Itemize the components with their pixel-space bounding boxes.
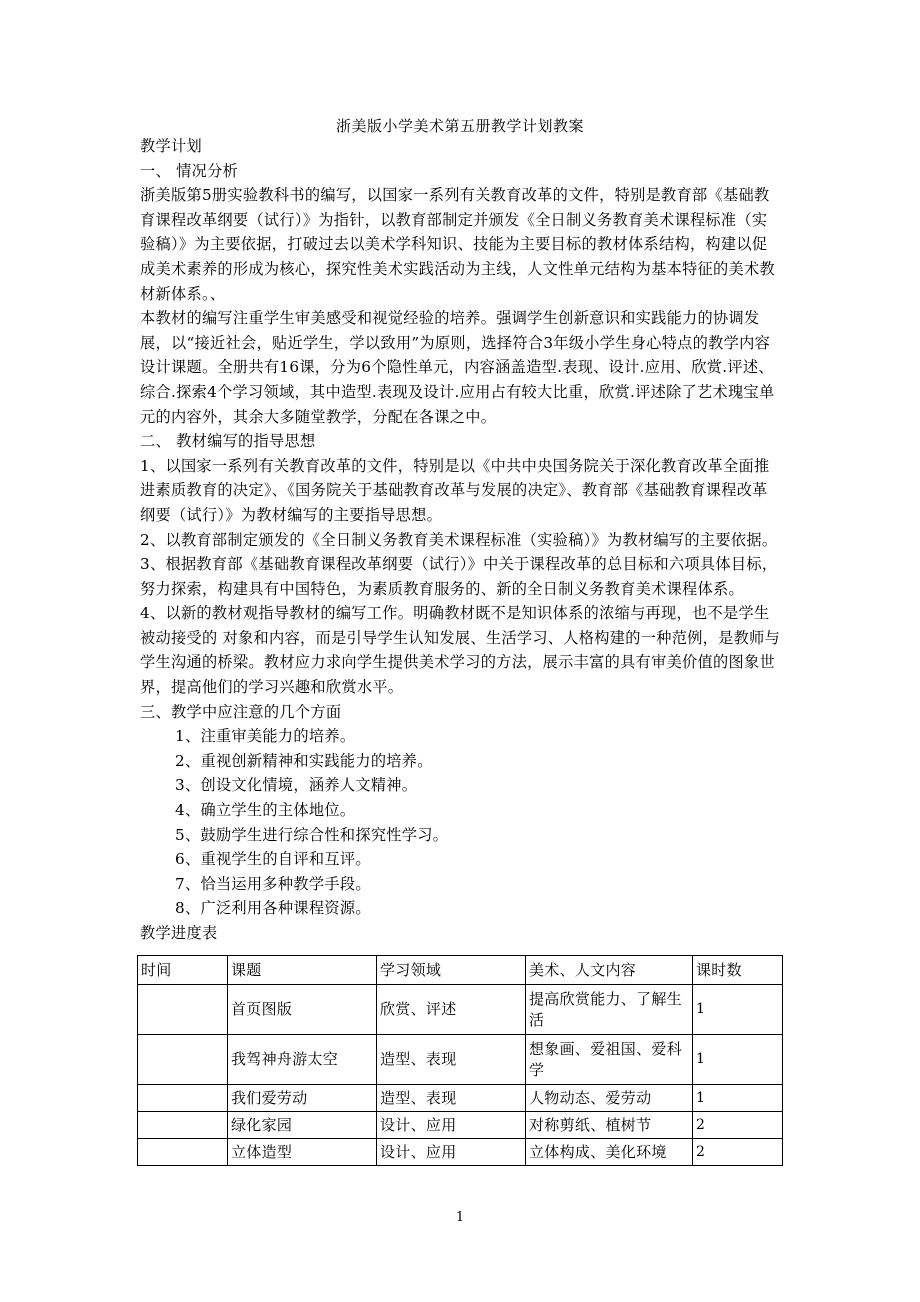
table-cell: 造型、表现: [377, 1085, 526, 1112]
table-row: [138, 1035, 783, 1085]
list-item: 1、注重审美能力的培养。: [175, 727, 356, 746]
paragraph-guiding-3: 3、根据教育部《基础教育课程改革纲要（试行）》中关于课程改革的总目标和六项具体目标，努力探索，构建具有中国特色，为素质教育服务的、新的全日制义务教育美术课程体系。: [140, 555, 778, 598]
paragraph-situation-2: 本教材的编写注重学生审美感受和视觉经验的培养。强调学生创新意识和实践能力的协调发展，以“接近社会，贴近学生，学以致用”为原则，选择符合3年级小学生身心特点的教学内容设计课题。全册共有16课，分为6个隐性单元，内容涵盖造型.表现、设计.应用、欣赏.评述、综合.探索4个学习领域，其中造型.表现及设计.应用占有较大比重，欣赏.评述除了艺术瑰宝单元的内容外，其余大多随堂教学，分配在各课之中。: [140, 309, 775, 426]
table-cell: 我们爱劳动: [228, 1085, 377, 1112]
paragraph-guiding-2: 2、以教育部制定颁发的《全日制义务教育美术课程标准（实验稿）》为教材编写的主要依据。: [140, 530, 778, 549]
table-cell: 1: [693, 985, 783, 1035]
table-cell: 1: [693, 1035, 783, 1085]
document-body: [140, 134, 782, 946]
paragraph-guiding-1: 1、以国家一系列有关教育改革的文件，特别是以《中共中央国务院关于深化教育改革全面推进素质教育的决定》、《国务院关于基础教育改革与发展的决定》、教育部《基础教育课程改革纲要（试行）》为教材编写的主要指导思想。: [140, 456, 770, 524]
list-item: 5、鼓励学生进行综合性和探究性学习。: [175, 825, 449, 844]
table-cell: [138, 1139, 228, 1166]
table-cell: 人物动态、爱劳动: [526, 1085, 693, 1112]
table-row: [138, 1112, 783, 1139]
table-header-cell: 课时数: [693, 956, 783, 985]
list-item: 8、广泛利用各种课程资源。: [175, 899, 371, 918]
table-cell: 设计、应用: [377, 1112, 526, 1139]
table-cell: 首页图版: [228, 985, 377, 1035]
section-heading-guiding-ideas: 二、 教材编写的指导思想: [140, 432, 316, 451]
table-row: [138, 1085, 783, 1112]
table-row: [138, 985, 783, 1035]
table-cell: 立体构成、美化环境: [526, 1139, 693, 1166]
table-row: [138, 1139, 783, 1166]
table-cell: [138, 1085, 228, 1112]
table-cell: [138, 1035, 228, 1085]
table-cell: 设计、应用: [377, 1139, 526, 1166]
list-item: 3、创设文化情境，涵养人文精神。: [175, 776, 418, 795]
table-cell: 我驾神舟游太空: [228, 1035, 377, 1085]
schedule-table: [137, 955, 783, 1166]
paragraph-situation-1: 浙美版第5册实验教科书的编写，以国家一系列有关教育改革的文件，特别是教育部《基础教育课程改革纲要（试行）》为指针，以教育部制定并颁发《全日制义务教育美术课程标准（实验稿）》为主要依据，打破过去以美术学科知识、技能为主要目标的教材体系结构，构建以促成美术素养的形成为核心，探究性美术实践活动为主线，人文性单元结构为基本特征的美术教材新体系。、: [140, 186, 775, 303]
table-cell: 对称剪纸、植树节: [526, 1112, 693, 1139]
table-cell: 造型、表现: [377, 1035, 526, 1085]
table-cell: 提高欣赏能力、了解生活: [526, 985, 693, 1035]
section-heading-plan: 教学计划: [140, 137, 202, 155]
table-cell: 想象画、爱祖国、爱科学: [526, 1035, 693, 1085]
document-title: 浙美版小学美术第五册教学计划教案: [335, 117, 584, 135]
list-item: 6、重视学生的自评和互评。: [175, 850, 371, 869]
table-header-cell: 学习领域: [377, 956, 526, 985]
list-item: 7、恰当运用多种教学手段。: [175, 874, 371, 893]
list-item: 4、确立学生的主体地位。: [175, 801, 356, 820]
table-header-cell: 课题: [228, 956, 377, 985]
table-cell: [138, 985, 228, 1035]
page-number: 1: [455, 1210, 465, 1225]
table-cell: 绿化家园: [228, 1112, 377, 1139]
section-heading-teaching-notes: 三、教学中应注意的几个方面: [140, 702, 342, 721]
table-header-row: [138, 956, 783, 985]
table-cell: [138, 1112, 228, 1139]
schedule-heading: 教学进度表: [140, 924, 218, 942]
paragraph-guiding-4: 4、以新的教材观指导教材的编写工作。明确教材既不是知识体系的浓缩与再现，也不是学生被动接受的 对象和内容，而是引导学生认知发展、生活学习、人格构建的一种范例，是教师与学生沟通的桥梁。教材应力求向学生提供美术学习的方法，展示丰富的具有审美价值的图象世界，提高他们的学习兴趣和欣赏水平。: [140, 604, 781, 697]
table-header-cell: 美术、人文内容: [526, 956, 693, 985]
table-cell: 欣赏、评述: [377, 985, 526, 1035]
table-cell: 2: [693, 1139, 783, 1166]
section-heading-situation: 一、 情况分析: [140, 161, 239, 180]
table-cell: 立体造型: [228, 1139, 377, 1166]
table-cell: 1: [693, 1085, 783, 1112]
table-header-cell: 时间: [138, 956, 228, 985]
list-item: 2、重视创新精神和实践能力的培养。: [175, 751, 433, 770]
table-cell: 2: [693, 1112, 783, 1139]
